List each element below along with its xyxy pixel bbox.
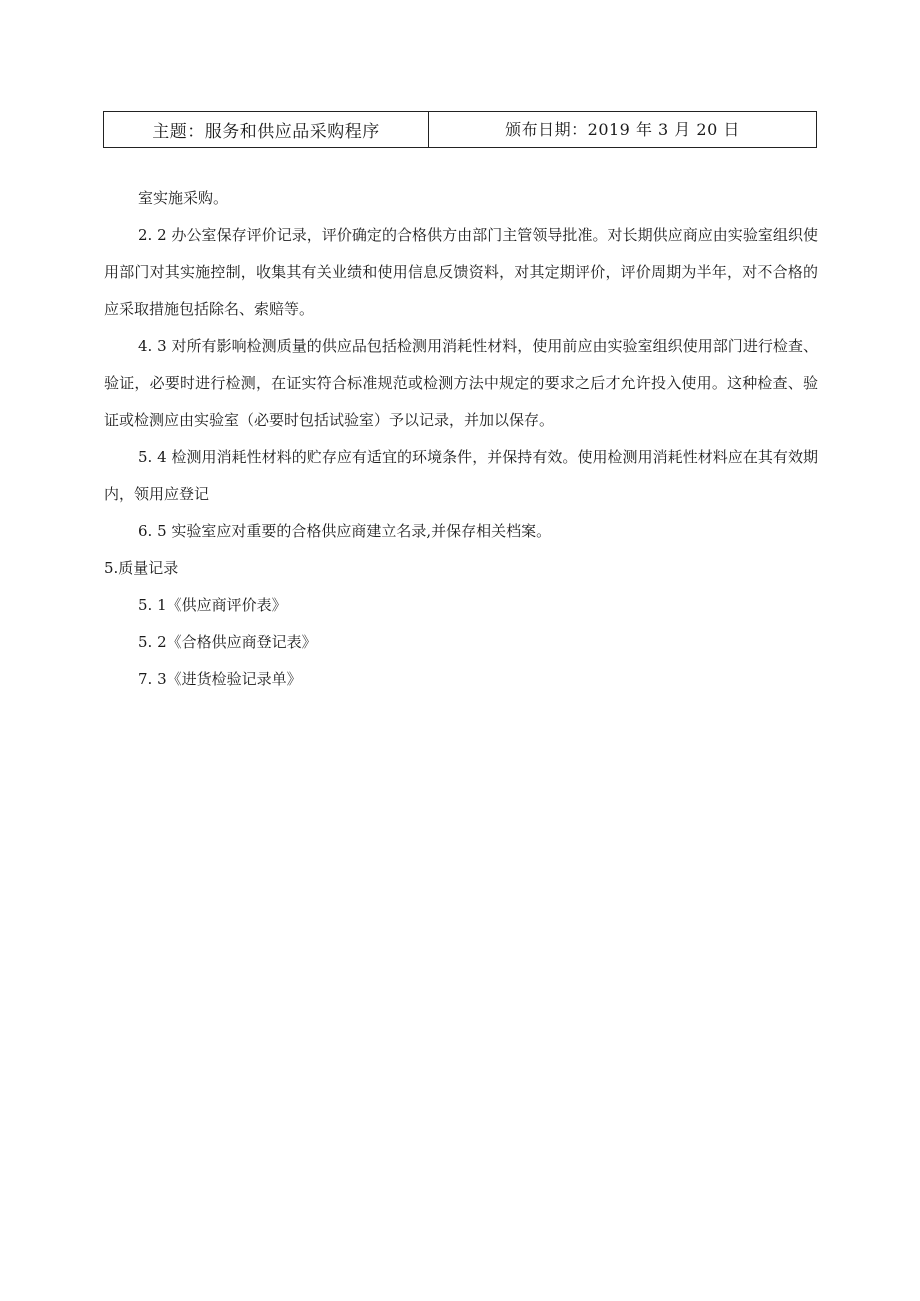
record-item-3: 7. 3《进货检验记录单》 (138, 670, 302, 688)
paragraph-6-5: 6. 5 实验室应对重要的合格供应商建立名录,并保存相关档案。 (138, 522, 552, 540)
document-header-table (103, 111, 817, 148)
paragraph-5-4: 5. 4 检测用消耗性材料的贮存应有适宜的环境条件，并保持有效。使用检测用消耗性材料应在其有效期内，领用应登记 (104, 448, 818, 503)
paragraph-continuation: 室实施采购。 (138, 189, 229, 207)
record-item-2: 5. 2《合格供应商登记表》 (138, 633, 317, 651)
section-title-quality-records: 5.质量记录 (104, 559, 179, 577)
document-body (104, 180, 818, 698)
header-subject: 主题：服务和供应品采购程序 (104, 112, 429, 147)
record-item-1: 5. 1《供应商评价表》 (138, 596, 287, 614)
paragraph-4-3: 4. 3 对所有影响检测质量的供应品包括检测用消耗性材料，使用前应由实验室组织使用部门进行检查、验证，必要时进行检测，在证实符合标准规范或检测方法中规定的要求之后才允许投入使用。这种检查、验证或检测应由实验室（必要时包括试验室）予以记录，并加以保存。 (104, 337, 818, 429)
paragraph-2-2: 2. 2 办公室保存评价记录，评价确定的合格供方由部门主管领导批准。对长期供应商应由实验室组织使用部门对其实施控制，收集其有关业绩和使用信息反馈资料，对其定期评价，评价周期为半年，对不合格的应采取措施包括除名、索赔等。 (104, 226, 818, 318)
header-issue-date: 颁布日期：2019 年 3 月 20 日 (505, 120, 740, 139)
